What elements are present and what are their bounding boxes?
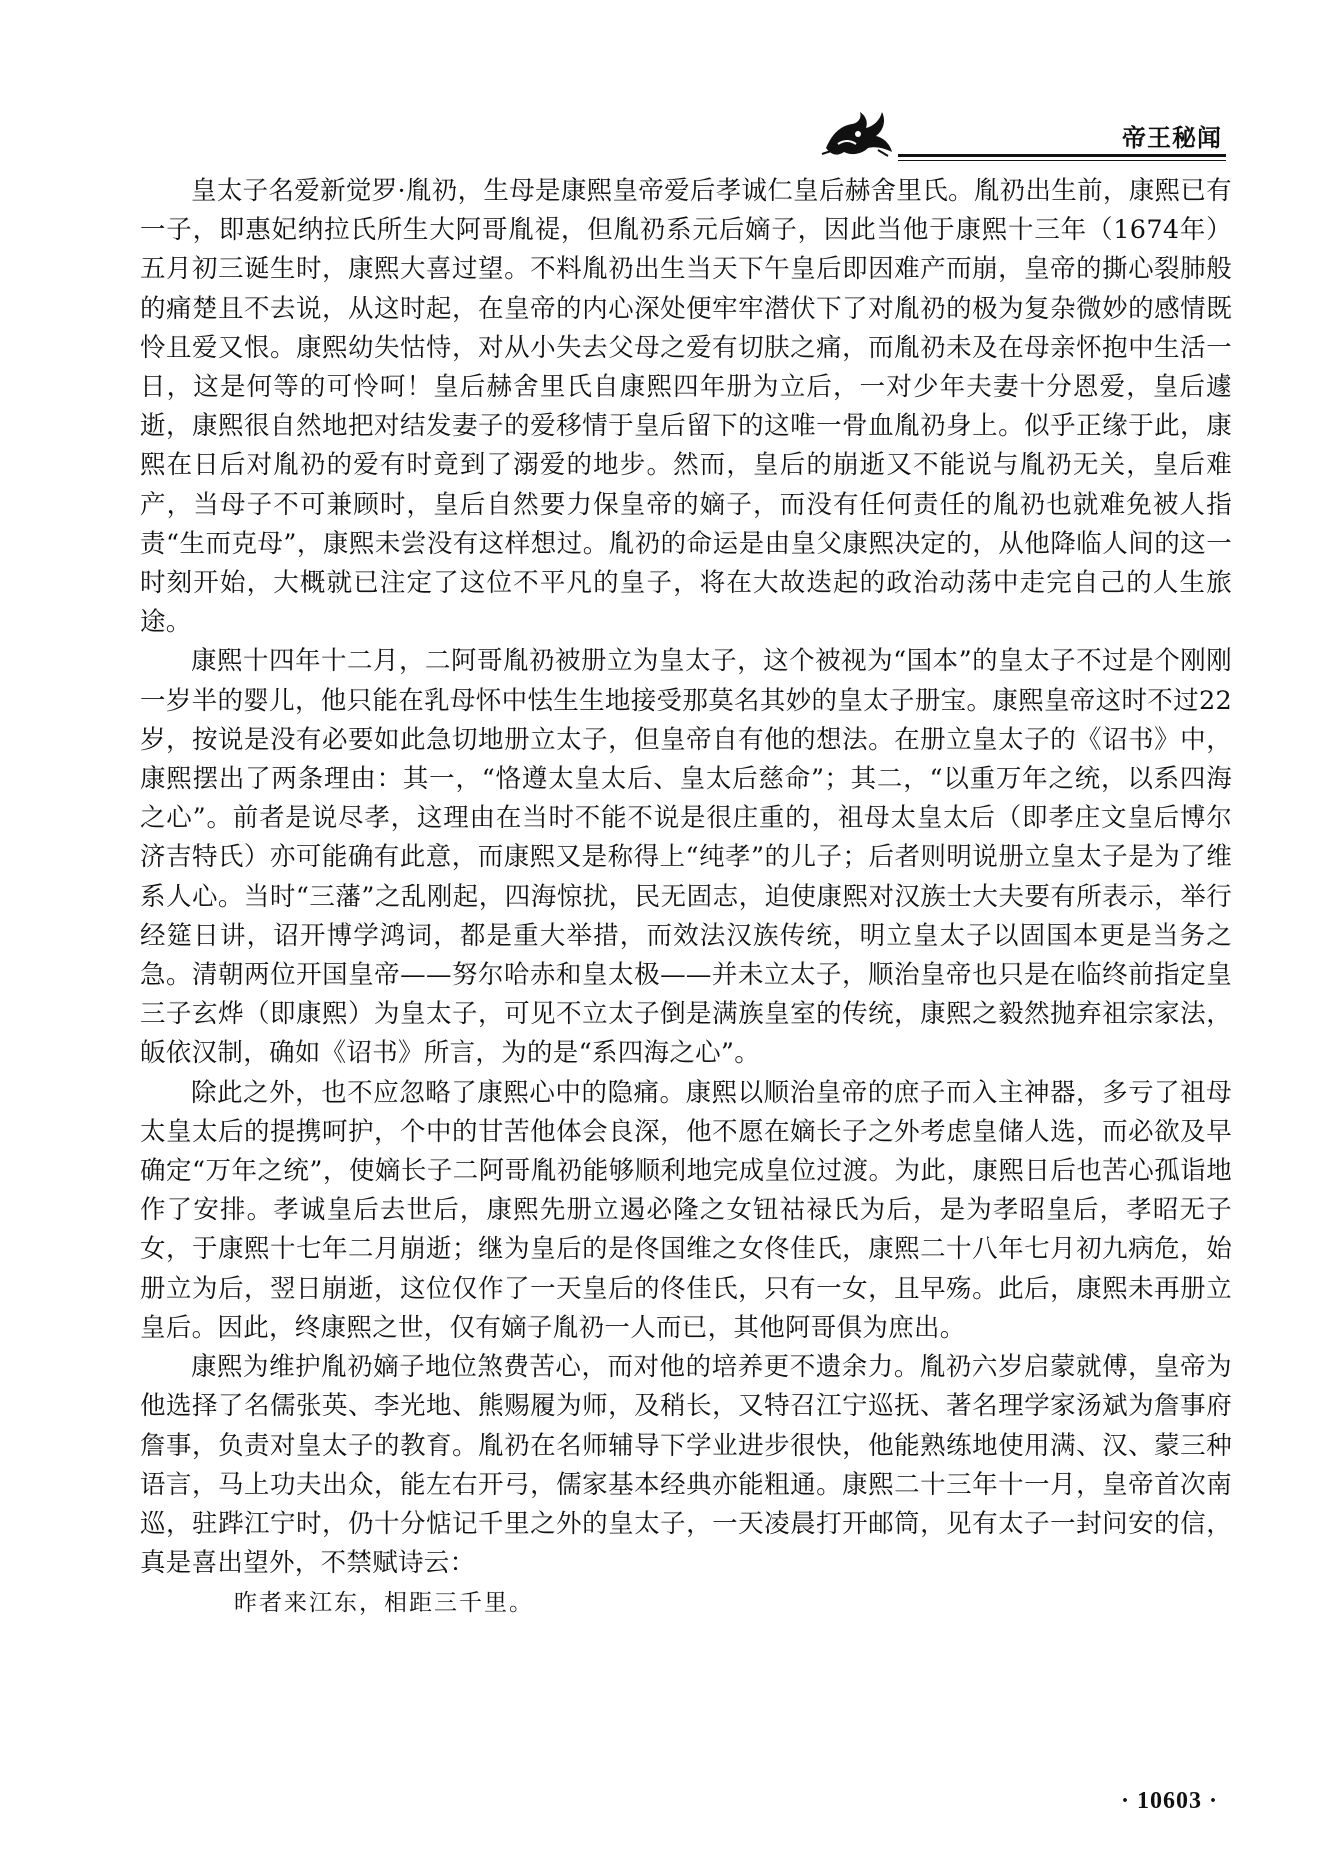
header-rule [898, 154, 1226, 157]
running-header [790, 100, 1226, 160]
paragraph-1: 皇太子名爱新觉罗·胤礽，生母是康熙皇帝爱后孝诚仁皇后赫舍里氏。胤礽出生前，康熙已有一子，即惠妃纳拉氏所生大阿哥胤禔，但胤礽系元后嫡子，因此当他于康熙十三年（1674年）五月初三诞生时，康熙大喜过望。不料胤礽出生当天下午皇后即因难产而崩，皇帝的撕心裂肺般的痛楚且不去说，从这时起，在皇帝的内心深处便牢牢潜伏下了对胤礽的极为复杂微妙的感情既怜且爱又恨。康熙幼失怙恃，对从小失去父母之爱有切肤之痛，而胤礽未及在母亲怀抱中生活一日，这是何等的可怜呵！皇后赫舍里氏自康熙四年册为立后，一对少年夫妻十分恩爱，皇后遽逝，康熙很自然地把对结发妻子的爱移情于皇后留下的这唯一骨血胤礽身上。似乎正缘于此，康熙在日后对胤礽的爱有时竟到了溺爱的地步。然而，皇后的崩逝又不能说与胤礽无关，皇后难产，当母子不可兼顾时，皇后自然要力保皇帝的嫡子，而没有任何责任的胤礽也就难免被人指责“生而克母”，康熙未尝没有这样想过。胤礽的命运是由皇父康熙决定的，从他降临人间的这一时刻开始，大概就已注定了这位不平凡的皇子，将在大故迭起的政治动荡中走完自己的人生旅途。 [140, 176, 1232, 638]
paragraph-3: 除此之外，也不应忽略了康熙心中的隐痛。康熙以顺治皇帝的庶子而入主神器，多亏了祖母太皇太后的提携呵护，个中的甘苦他体会良深，他不愿在嫡长子之外考虑皇储人选，而必欲及早确定“万年之统”，使嫡长子二阿哥胤礽能够顺利地完成皇位过渡。为此，康熙日后也苦心孤诣地作了安排。孝诚皇后去世后，康熙先册立遏必隆之女钮祜禄氏为后，是为孝昭皇后，孝昭无子女，于康熙十七年二月崩逝；继为皇后的是佟国维之女佟佳氏，康熙二十八年七月初九病危，始册立为后，翌日崩逝，这位仅作了一天皇后的佟佳氏，只有一女，且早殇。此后，康熙未再册立皇后。因此，终康熙之世，仅有嫡子胤礽一人而已，其他阿哥俱为庶出。 [140, 1077, 1232, 1343]
header-rule-thin [898, 160, 1226, 161]
header-title: 帝王秘闻 [1122, 124, 1222, 152]
body-text [140, 172, 1232, 1623]
page-number: · 10603 · [1120, 1788, 1218, 1814]
paragraph-2: 康熙十四年十二月，二阿哥胤礽被册立为皇太子，这个被视为“国本”的皇太子不过是个刚刚一岁半的婴儿，他只能在乳母怀中怯生生地接受那莫名其妙的皇太子册宝。康熙皇帝这时不过22岁，按说是没有必要如此急切地册立太子，但皇帝自有他的想法。在册立皇太子的《诏书》中，康熙摆出了两条理由：其一，“恪遵太皇太后、皇太后慈命”；其二，“以重万年之统，以系四海之心”。前者是说尽孝，这理由在当时不能不说是很庄重的，祖母太皇太后（即孝庄文皇后博尔济吉特氏）亦可能确有此意，而康熙又是称得上“纯孝”的儿子；后者则明说册立皇太子是为了维系人心。当时“三藩”之乱刚起，四海惊扰，民无固志，迫使康熙对汉族士大夫要有所表示，举行经筵日讲，诏开博学鸿词，都是重大举措，而效法汉族传统，明立皇太子以固国本更是当务之急。清朝两位开国皇帝——努尔哈赤和皇太极——并未立太子，顺治皇帝也只是在临终前指定皇三子玄烨（即康熙）为皇太子，可见不立太子倒是满族皇室的传统，康熙之毅然抛弃祖宗家法，皈依汉制，确如《诏书》所言，为的是“系四海之心”。 [140, 646, 1232, 1069]
poem-verse: 昨者来江东，相距三千里。 [234, 1590, 534, 1617]
paragraph-4: 康熙为维护胤礽嫡子地位煞费苦心，而对他的培养更不遗余力。胤礽六岁启蒙就傅，皇帝为他选择了名儒张英、李光地、熊赐履为师，及稍长，又特召江宁巡抚、著名理学家汤斌为詹事府詹事，负责对皇太子的教育。胤礽在名师辅导下学业进步很快，他能熟练地使用满、汉、蒙三种语言，马上功夫出众，能左右开弓，儒家基本经典亦能粗通。康熙二十三年十一月，皇帝首次南巡，驻跸江宁时，仍十分惦记千里之外的皇太子，一天凌晨打开邮筒，见有太子一封问安的信，真是喜出望外，不禁赋诗云： [140, 1352, 1232, 1579]
dragon-emblem-icon [818, 104, 898, 160]
